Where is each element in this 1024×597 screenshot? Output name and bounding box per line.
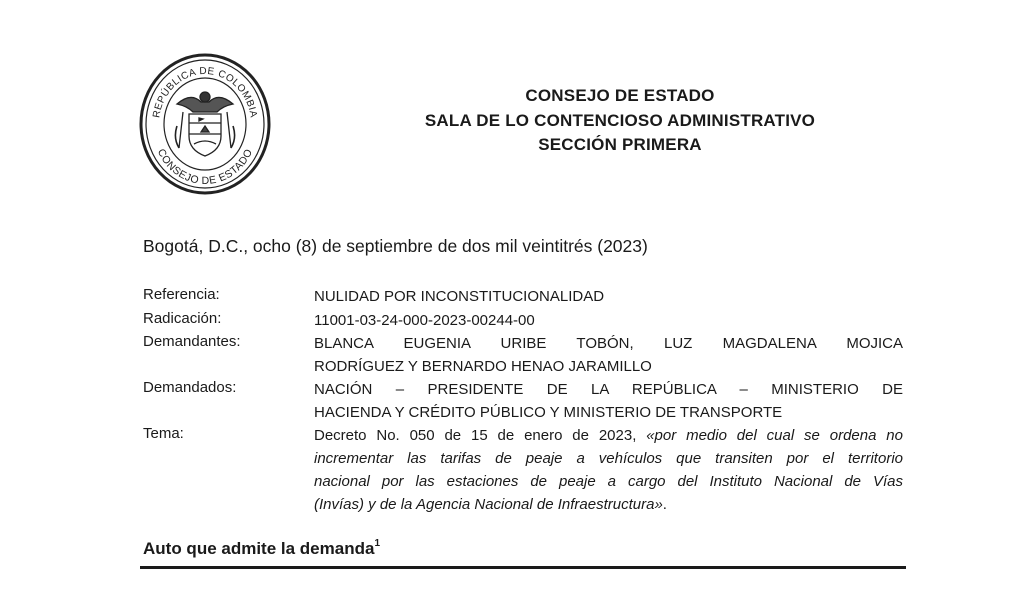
section-title: SECCIÓN PRIMERA (538, 135, 702, 154)
tema-decree-text: Decreto No. 050 de 15 de enero de 2023, (314, 427, 647, 444)
chamber-title: SALA DE LO CONTENCIOSO ADMINISTRATIVO (424, 111, 816, 130)
tema-line-4 (314, 493, 903, 516)
tema-quote-start: «por medio del cual se ordena no (646, 427, 903, 444)
tema-line-3: nacional por las estaciones de peaje a cargo del Instituto Nacional de Vías (314, 473, 903, 490)
court-name-title: CONSEJO DE ESTADO (525, 86, 715, 105)
referencia-value: NULIDAD POR INCONSTITUCIONALIDAD (314, 288, 605, 305)
auto-title: Auto que admite la demanda (143, 539, 375, 558)
referencia-label: Referencia: (143, 286, 220, 303)
consejo-de-estado-seal (139, 52, 271, 196)
demandantes-value (314, 332, 903, 378)
demandados-value (314, 378, 903, 424)
tema-line-2: incrementar las tarifas de peaje a vehículos que transiten por el territorio (314, 450, 903, 467)
tema-quote-end: (Invías) y de la Agencia Nacional de Infraestructura» (314, 496, 663, 513)
tema-period: . (662, 496, 667, 513)
tema-value (314, 424, 903, 516)
auto-heading (143, 538, 380, 559)
demandantes-line-1: BLANCA EUGENIA URIBE TOBÓN, LUZ MAGDALENA MOJICA (314, 335, 903, 352)
coat-of-arms-icon (175, 92, 234, 156)
demandados-line-2: HACIENDA Y CRÉDITO PÚBLICO Y MINISTERIO DE TRANSPORTE (314, 404, 783, 421)
radicacion-label: Radicación: (143, 310, 222, 327)
demandados-line-1: NACIÓN – PRESIDENTE DE LA REPÚBLICA – MINISTERIO DE (314, 381, 903, 398)
footnote-marker[interactable]: 1 (374, 538, 380, 549)
demandados-label: Demandados: (143, 379, 237, 396)
seal-bottom-text: CONSEJO DE ESTADO (154, 146, 256, 188)
tema-line-1 (314, 424, 903, 447)
tema-label: Tema: (143, 425, 184, 442)
seal-top-text: REPÚBLICA DE COLOMBIA (151, 65, 259, 119)
heading-underline (140, 566, 906, 569)
radicacion-value: 11001-03-24-000-2023-00244-00 (314, 312, 535, 329)
date-line: Bogotá, D.C., ocho (8) de septiembre de dos mil veintitrés (2023) (143, 236, 648, 256)
demandantes-line-2: RODRÍGUEZ Y BERNARDO HENAO JARAMILLO (314, 358, 652, 375)
demandantes-label: Demandantes: (143, 333, 241, 350)
